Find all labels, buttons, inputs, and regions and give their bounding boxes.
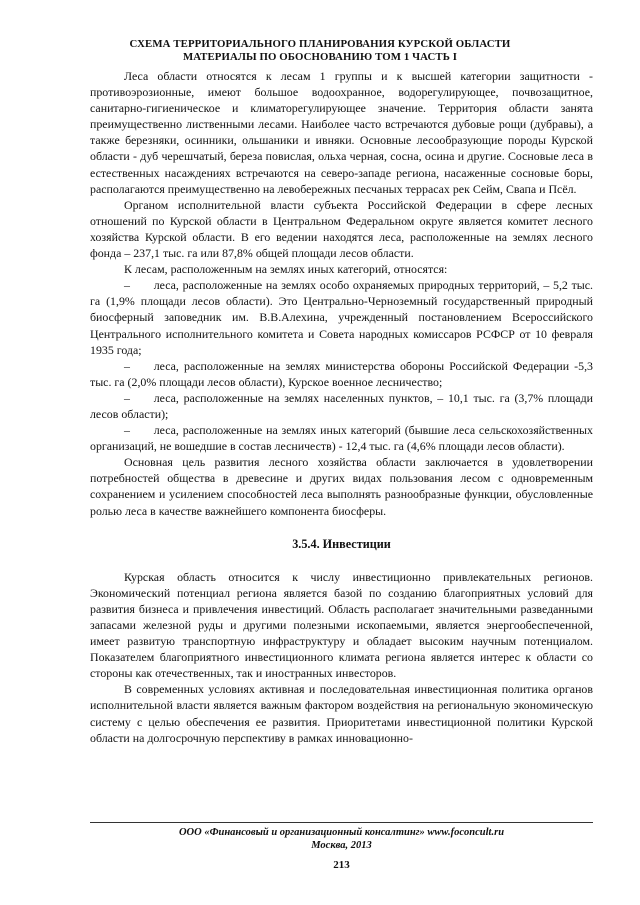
header-title: СХЕМА ТЕРРИТОРИАЛЬНОГО ПЛАНИРОВАНИЯ КУРСКОЙ ОБЛАСТИ [129,38,511,50]
paragraph-investment-attractiveness: Курская область относится к числу инвестиционно привлекательных регионов. Экономический потенциал региона является базой по созданию благоприятных условий для развития бизнеса и привлечения инвестиций. Область располагает значительными разведанными запасами железной руды и другими полезными ископаемыми, является энергообеспеченной, имеет развитую транспортную инфраструктуру и обладает высоким научным потенциалом. Показателем благоприятного инвестиционного климата региона является интерес к области со стороны как отечественных, так и иностранных инвесторов. [90,569,593,681]
footer-city-year: Москва, 2013 [311,840,372,851]
list-item-protected-areas: – леса, расположенные на землях особо охраняемых природных территорий, – 5,2 тыс. га (1,9% площади лесов области). Это Центрально-Черноземный государственный природный биосферный заповедник им. В.В.Алехина, учрежденный постановлением Всероссийского Центрального исполнительного комитета и Совета народных комиссаров РСФСР от 10 февраля 1935 года; [90,278,593,357]
list-item-other-categories: – леса, расположенные на землях иных категорий (бывшие леса сельскохозяйственных организаций, не вошедшие в состав лесничеств) - 12,4 тыс. га (4,6% площади лесов области). [90,423,593,454]
paragraph-forests: Леса области относятся к лесам 1 группы и к высшей категории защитности - противоэрозионные, имеют большое водоохранное, водорегулирующее, почвозащитное, санитарно-гигиеническое и климаторегулирующее значение. Территория области занята преимущественно лиственными лесами. Наиболее часто встречаются дубовые рощи (дубравы), а также березняки, осинники, ольшаники и ивняки. Основные лесообразующие породы Курской области - дуб черешчатый, береза повислая, ольха черная, сосна, осина и другие. Сосновые леса в естественных насаждениях встречаются на северо-западе региона, насаженные сосновые боры, располагаются преимущественно на левобережных песчаных террасах рек Сейм, Свапа и Псёл. [90,69,593,196]
header-subtitle: МАТЕРИАЛЫ ПО ОБОСНОВАНИЮ ТОМ 1 ЧАСТЬ I [182,51,458,63]
page-number: 213 [333,859,350,871]
list-item-defense-lands: – леса, расположенные на землях министерства обороны Российской Федерации -5,3 тыс. га (2,0% площади лесов области), Курское военное лесничество; [90,358,593,389]
page-body [90,68,593,746]
section-heading: 3.5.4. Инвестиции [292,536,391,551]
page-footer [90,826,593,852]
paragraph-authority: Органом исполнительной власти субъекта Российской Федерации в сфере лесных отношений по Курской области в Центральном Федеральном округе является комитет лесного хозяйства Курской области. В его ведении находятся леса, расположенные на землях лесного фонда – 237,1 тыс. га или 87,8% общей площади лесов области. [90,197,593,261]
paragraph-main-goal: Основная цель развития лесного хозяйства области заключается в удовлетворении потребностей общества в древесине и других видах пользования лесом с одновременным сохранением и усилением способностей леса выполнять разнообразные функции, обусловленные ролью леса в качестве важнейшего компонента биосферы. [90,455,593,518]
page-header [60,38,580,64]
paragraph-investment-policy: В современных условиях активная и последовательная инвестиционная политика органов исполнительной власти является важным фактором воздействия на региональную экономическую систему с целью обеспечения ее развития. Приоритетами инвестиционной политики Курской области на долгосрочную перспективу в рамках инновационно- [90,682,593,745]
footer-divider [90,822,593,823]
footer-company: ООО «Финансовый и организационный консалтинг» www.foconcult.ru [178,827,505,838]
list-item-settlement-lands: – леса, расположенные на землях населенных пунктов, – 10,1 тыс. га (3,7% площади лесов области); [90,390,593,421]
paragraph-other-lands-intro: К лесам, расположенным на землях иных категорий, относятся: [124,262,448,277]
